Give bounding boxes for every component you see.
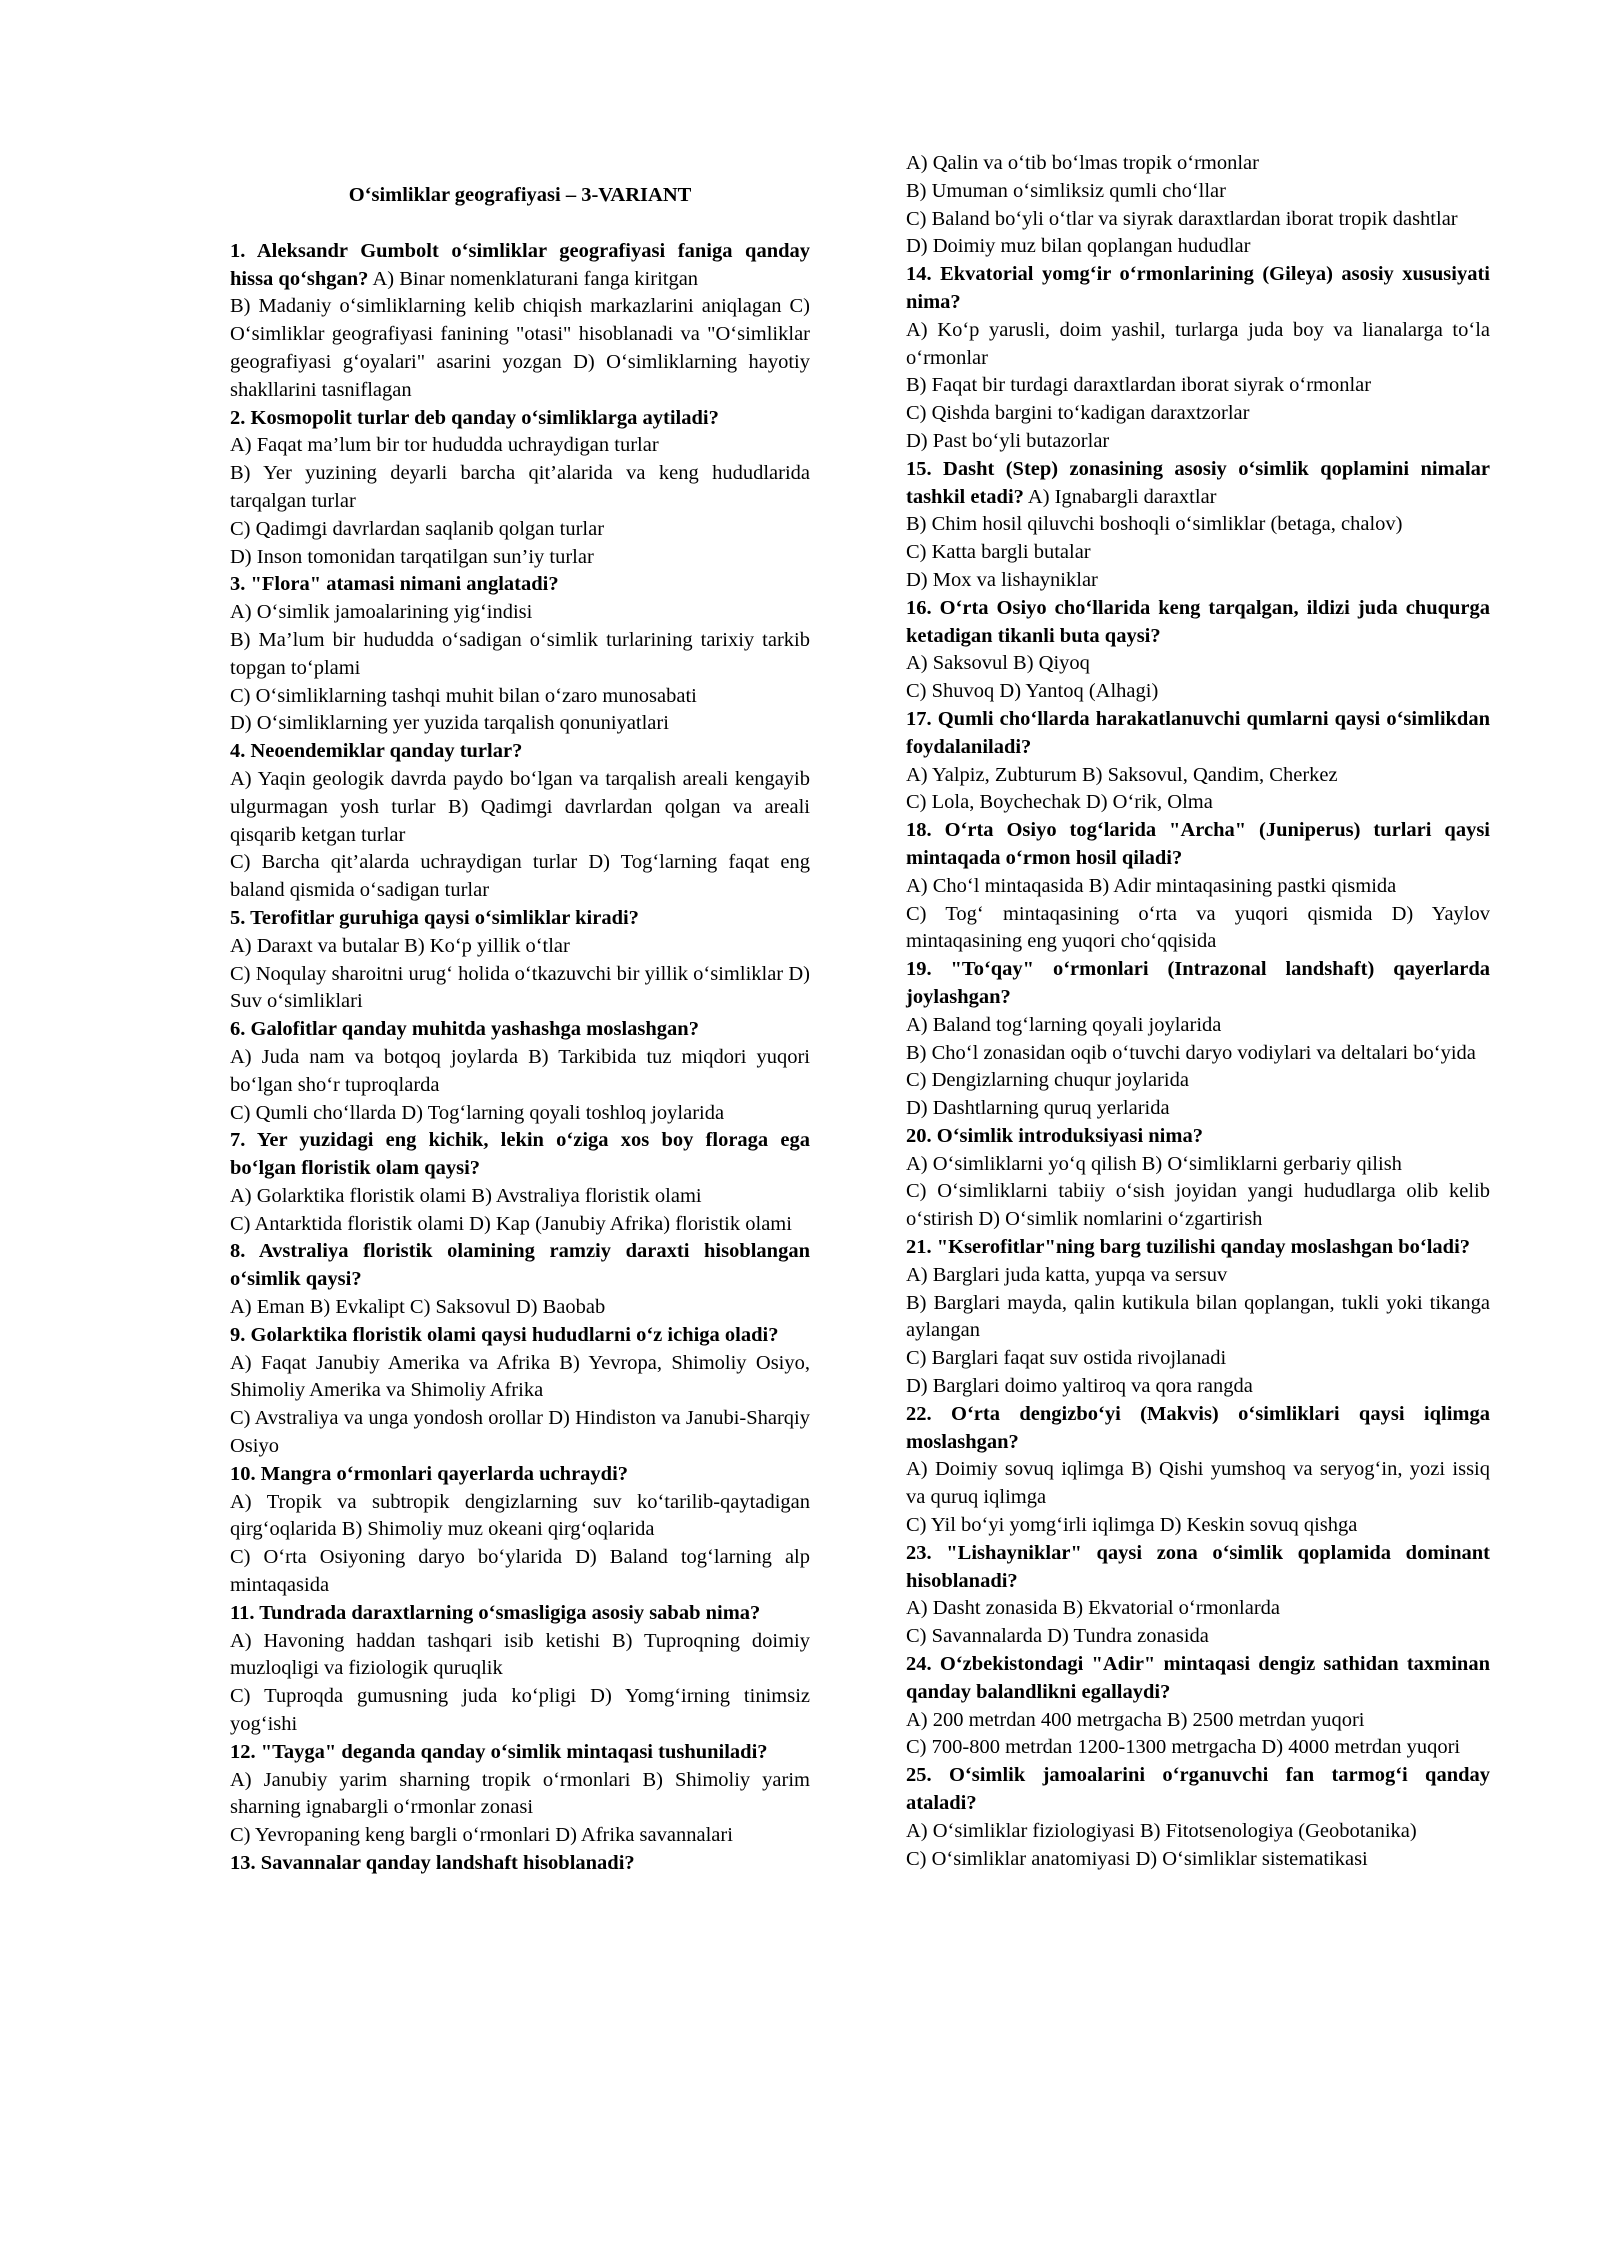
question-text: 16. O‘rta Osiyo cho‘llarida keng tarqalgan, ildizi juda chuqurga ketadigan tikanli buta qaysi? bbox=[906, 596, 1490, 647]
question-paragraph bbox=[906, 817, 1490, 873]
answer-options: C) O‘simliklarni tabiiy o‘sish joyidan yangi hududlarga olib kelib o‘stirish D) O‘simlik nomlarini o‘zgartirish bbox=[906, 1180, 1490, 1231]
question-text: 3. "Flora" atamasi nimani anglatadi? bbox=[230, 573, 559, 596]
answer-options: D) Mox va lishayniklar bbox=[906, 568, 1098, 591]
answer-options: B) Ma’lum bir hududda o‘sadigan o‘simlik turlarining tarixiy tarkib topgan to‘plami bbox=[230, 628, 810, 679]
answer-options: C) O‘rta Osiyoning daryo bo‘ylarida D) Baland tog‘larning alp mintaqasida bbox=[230, 1546, 810, 1597]
answer-options: A) 200 metrdan 400 metrgacha B) 2500 metrdan yuqori bbox=[906, 1708, 1365, 1731]
answer-options: A) Ko‘p yarusli, doim yashil, turlarga juda boy va lianalarga to‘la o‘rmonlar bbox=[906, 318, 1490, 369]
answer-options: C) Dengizlarning chuqur joylarida bbox=[906, 1069, 1189, 1092]
question-paragraph bbox=[906, 956, 1490, 1012]
answer-options: C) 700-800 metrdan 1200-1300 metrgacha D) 4000 metrdan yuqori bbox=[906, 1736, 1461, 1759]
question-text: 10. Mangra o‘rmonlari qayerlarda uchraydi? bbox=[230, 1462, 629, 1485]
question-text: 2. Kosmopolit turlar deb qanday o‘simliklarga aytiladi? bbox=[230, 406, 719, 429]
question-paragraph bbox=[230, 905, 810, 933]
answer-options: A) Baland tog‘larning qoyali joylarida bbox=[906, 1013, 1222, 1036]
answer-options: A) Eman B) Evkalipt C) Saksovul D) Baobab bbox=[230, 1296, 606, 1319]
answer-options: B) Cho‘l zonasidan oqib o‘tuvchi daryo vodiylari va deltalari bo‘yida bbox=[906, 1041, 1476, 1064]
question-paragraph bbox=[230, 1739, 810, 1767]
question-text: 17. Qumli cho‘llarda harakatlanuvchi qumlarni qaysi o‘simlikdan foydalaniladi? bbox=[906, 707, 1490, 758]
question-paragraph bbox=[906, 261, 1490, 317]
answer-options: A) Yaqin geologik davrda paydo bo‘lgan va tarqalish areali kengayib ulgurmagan yosh turlar B) Qadimgi davrlardan qolgan va areali qisqarib ketgan turlar bbox=[230, 767, 810, 846]
answer-options: A) Saksovul B) Qiyoq bbox=[906, 652, 1090, 675]
question-text: 11. Tundrada daraxtlarning o‘smasligiga asosiy sabab nima? bbox=[230, 1601, 761, 1624]
question-paragraph bbox=[906, 1123, 1490, 1151]
answer-options: A) Faqat ma’lum bir tor hududda uchraydigan turlar bbox=[230, 434, 659, 457]
question-text: 24. O‘zbekistondagi "Adir" mintaqasi dengiz sathidan taxminan qanday balandlikni egallaydi? bbox=[906, 1653, 1490, 1703]
page-title: O‘simliklar geografiyasi – 3-VARIANT bbox=[348, 184, 692, 206]
answer-options: D) Barglari doimo yaltiroq va qora rangda bbox=[906, 1375, 1253, 1398]
question-paragraph bbox=[906, 1540, 1490, 1596]
answer-options: D) Inson tomonidan tarqatilgan sun’iy turlar bbox=[230, 545, 594, 568]
answer-options: A) Faqat Janubiy Amerika va Afrika B) Yevropa, Shimoliy Osiyo, Shimoliy Amerika va Shimoliy Afrika bbox=[230, 1351, 810, 1402]
answer-options: D) O‘simliklarning yer yuzida tarqalish qonuniyatlari bbox=[230, 712, 669, 735]
question-paragraph bbox=[230, 571, 810, 599]
answer-options: C) Antarktida floristik olami D) Kap (Janubiy Afrika) floristik olami bbox=[230, 1212, 792, 1235]
question-paragraph bbox=[230, 1600, 810, 1628]
question-text: 9. Golarktika floristik olami qaysi hududlarni o‘z ichiga oladi? bbox=[230, 1323, 779, 1346]
question-text: 25. O‘simlik jamoalarini o‘rganuvchi fan tarmog‘i qanday ataladi? bbox=[906, 1764, 1490, 1815]
question-text: 8. Avstraliya floristik olamining ramziy daraxti hisoblangan o‘simlik qaysi? bbox=[230, 1240, 810, 1291]
answer-options: C) Barcha qit’alarda uchraydigan turlar D) Tog‘larning faqat eng baland qismida o‘sadigan turlar bbox=[230, 851, 810, 902]
answer-options: C) Savannalarda D) Tundra zonasida bbox=[906, 1625, 1209, 1648]
question-text: 21. "Kserofitlar"ning barg tuzilishi qanday moslashgan bo‘ladi? bbox=[906, 1236, 1471, 1259]
answer-options: C) O‘simliklarning tashqi muhit bilan o‘zaro munosabati bbox=[230, 684, 697, 707]
answer-options: A) O‘simliklar fiziologiyasi B) Fitotsenologiya (Geobotanika) bbox=[906, 1819, 1417, 1842]
question-text: 23. "Lishayniklar" qaysi zona o‘simlik qoplamida dominant hisoblanadi? bbox=[906, 1541, 1490, 1592]
question-paragraph bbox=[906, 1651, 1490, 1707]
answer-options: A) Yalpiz, Zubturum B) Saksovul, Qandim, Cherkez bbox=[906, 763, 1338, 786]
question-paragraph bbox=[230, 1322, 810, 1350]
answer-options: A) Golarktika floristik olami B) Avstraliya floristik olami bbox=[230, 1184, 702, 1207]
question-paragraph bbox=[906, 1401, 1490, 1457]
question-text: 5. Terofitlar guruhiga qaysi o‘simliklar kiradi? bbox=[230, 906, 639, 929]
answer-options: A) Dasht zonasida B) Ekvatorial o‘rmonlarda bbox=[906, 1597, 1281, 1620]
answer-options: C) Tog‘ mintaqasining o‘rta va yuqori qismida D) Yaylov mintaqasining eng yuqori cho‘qqisida bbox=[906, 902, 1490, 953]
answer-options: A) Tropik va subtropik dengizlarning suv ko‘tarilib-qaytadigan qirg‘oqlarida B) Shimoliy muz okeani qirg‘oqlarida bbox=[230, 1490, 810, 1541]
question-paragraph bbox=[230, 238, 810, 294]
question-paragraph bbox=[906, 456, 1490, 512]
question-text: 1. Aleksandr Gumbolt o‘simliklar geografiyasi faniga qanday hissa qo‘shgan? bbox=[230, 239, 810, 290]
answer-options: A) Qalin va o‘tib bo‘lmas tropik o‘rmonlar bbox=[906, 152, 1259, 174]
answer-options: B) Barglari mayda, qalin kutikula bilan qoplangan, tukli yoki tikanga aylangan bbox=[906, 1291, 1490, 1342]
question-text: 13. Savannalar qanday landshaft hisoblanadi? bbox=[230, 1852, 635, 1875]
question-text: 6. Galofitlar qanday muhitda yashashga moslashgan? bbox=[230, 1018, 699, 1041]
question-paragraph bbox=[230, 1461, 810, 1489]
answer-options: C) Qishda bargini to‘kadigan daraxtzorlar bbox=[906, 402, 1250, 425]
question-paragraph bbox=[906, 706, 1490, 762]
question-paragraph bbox=[230, 1016, 810, 1044]
question-text: 4. Neoendemiklar qanday turlar? bbox=[230, 740, 523, 763]
question-paragraph bbox=[906, 595, 1490, 651]
answer-options: B) Faqat bir turdagi daraxtlardan iborat siyrak o‘rmonlar bbox=[906, 374, 1372, 397]
question-text: 19. "To‘qay" o‘rmonlari (Intrazonal landshaft) qayerlarda joylashgan? bbox=[906, 958, 1490, 1008]
answer-options: A) Havoning haddan tashqari isib ketishi B) Tuproqning doimiy muzloqligi va fiziologik quruqlik bbox=[230, 1629, 810, 1680]
question-text: 20. O‘simlik introduksiyasi nima? bbox=[906, 1124, 1203, 1147]
answer-options: A) Daraxt va butalar B) Ko‘p yillik o‘tlar bbox=[230, 934, 570, 957]
question-text: 12. "Tayga" deganda qanday o‘simlik mintaqasi tushuniladi? bbox=[230, 1740, 768, 1763]
answer-options: D) Past bo‘yli butazorlar bbox=[906, 429, 1110, 452]
question-paragraph bbox=[230, 405, 810, 433]
answer-options: C) Qadimgi davrlardan saqlanib qolgan turlar bbox=[230, 517, 605, 540]
question-text: 15. Dasht (Step) zonasining asosiy o‘simlik qoplamini nimalar tashkil etadi? bbox=[906, 457, 1490, 508]
answer-options: C) Baland bo‘yli o‘tlar va siyrak daraxtlardan iborat tropik dashtlar bbox=[906, 207, 1458, 230]
answer-options: D) Doimiy muz bilan qoplangan hududlar bbox=[906, 235, 1251, 258]
answer-options: C) Katta bargli butalar bbox=[906, 541, 1091, 564]
question-paragraph bbox=[230, 1127, 810, 1183]
answer-options: A) Cho‘l mintaqasida B) Adir mintaqasining pastki qismida bbox=[906, 874, 1397, 897]
answer-options: D) Dashtlarning quruq yerlarida bbox=[906, 1097, 1170, 1120]
answer-options: C) Barglari faqat suv ostida rivojlanadi bbox=[906, 1347, 1227, 1370]
answer-options: C) Avstraliya va unga yondosh orollar D) Hindiston va Janubi-Sharqiy Osiyo bbox=[230, 1407, 810, 1458]
question-paragraph bbox=[906, 1762, 1490, 1818]
answer-options: B) Chim hosil qiluvchi boshoqli o‘simliklar (betaga, chalov) bbox=[906, 513, 1403, 536]
question-paragraph bbox=[230, 738, 810, 766]
question-paragraph bbox=[906, 1234, 1490, 1262]
answer-options: A) Janubiy yarim sharning tropik o‘rmonlari B) Shimoliy yarim sharning ignabargli o‘rmonlar zonasi bbox=[230, 1768, 810, 1819]
question-text: 18. O‘rta Osiyo tog‘larida "Archa" (Juniperus) turlari qaysi mintaqada o‘rmon hosil qiladi? bbox=[906, 819, 1490, 869]
answer-options: A) O‘simliklarni yo‘q qilish B) O‘simliklarni gerbariy qilish bbox=[906, 1152, 1402, 1175]
question-text: 14. Ekvatorial yomg‘ir o‘rmonlarining (Gileya) asosiy xususiyati nima? bbox=[906, 263, 1490, 313]
answer-options: C) Tuproqda gumusning juda ko‘pligi D) Yomg‘irning tinimsiz yog‘ishi bbox=[230, 1685, 810, 1736]
left-column bbox=[230, 150, 810, 1878]
answer-options: C) Yil bo‘yi yomg‘irli iqlimga D) Keskin sovuq qishga bbox=[906, 1514, 1358, 1537]
answer-options: A) O‘simlik jamoalarining yig‘indisi bbox=[230, 601, 533, 624]
question-paragraph bbox=[230, 1850, 810, 1878]
answer-options: C) Yevropaning keng bargli o‘rmonlari D) Afrika savannalari bbox=[230, 1824, 733, 1847]
answer-options: A) Juda nam va botqoq joylarda B) Tarkibida tuz miqdori yuqori bo‘lgan sho‘r tuproqlarda bbox=[230, 1045, 810, 1096]
answer-options: C) Lola, Boychechak D) O‘rik, Olma bbox=[906, 791, 1213, 814]
answer-options: C) Noqulay sharoitni urug‘ holida o‘tkazuvchi bir yillik o‘simliklar D) Suv o‘simliklari bbox=[230, 962, 810, 1013]
question-text: 22. O‘rta dengizbo‘yi (Makvis) o‘simliklari qaysi iqlimga moslashgan? bbox=[906, 1402, 1490, 1453]
answer-options: A) Doimiy sovuq iqlimga B) Qishi yumshoq va seryog‘in, yozi issiq va quruq iqlimga bbox=[906, 1458, 1490, 1509]
answer-options: B) Umuman o‘simliksiz qumli cho‘llar bbox=[906, 179, 1226, 202]
question-paragraph bbox=[230, 1238, 810, 1294]
answer-option-text: A) Binar nomenklaturani fanga kiritgan bbox=[372, 267, 699, 290]
answer-options: A) Barglari juda katta, yupqa va sersuv bbox=[906, 1263, 1228, 1286]
answer-options: C) Shuvoq D) Yantoq (Alhagi) bbox=[906, 680, 1159, 703]
question-text: 7. Yer yuzidagi eng kichik, lekin o‘ziga xos boy floraga ega bo‘lgan floristik olam qaysi? bbox=[230, 1129, 810, 1180]
answer-options: B) Yer yuzining deyarli barcha qit’alarida va keng hududlarida tarqalgan turlar bbox=[230, 462, 810, 512]
right-column bbox=[906, 150, 1490, 1873]
answer-option-text: A) Ignabargli daraxtlar bbox=[1027, 485, 1217, 508]
answer-options: C) O‘simliklar anatomiyasi D) O‘simliklar sistematikasi bbox=[906, 1847, 1368, 1870]
answer-options: B) Madaniy o‘simliklarning kelib chiqish markazlarini aniqlagan C) O‘simliklar geografiyasi fanining "otasi" hisoblanadi va "O‘simliklar geografiyasi g‘oyalari" asarini yozgan D) O‘simliklarning hayotiy shakllarini tasniflagan bbox=[230, 295, 810, 401]
answer-options: C) Qumli cho‘llarda D) Tog‘larning qoyali toshloq joylarida bbox=[230, 1101, 725, 1124]
